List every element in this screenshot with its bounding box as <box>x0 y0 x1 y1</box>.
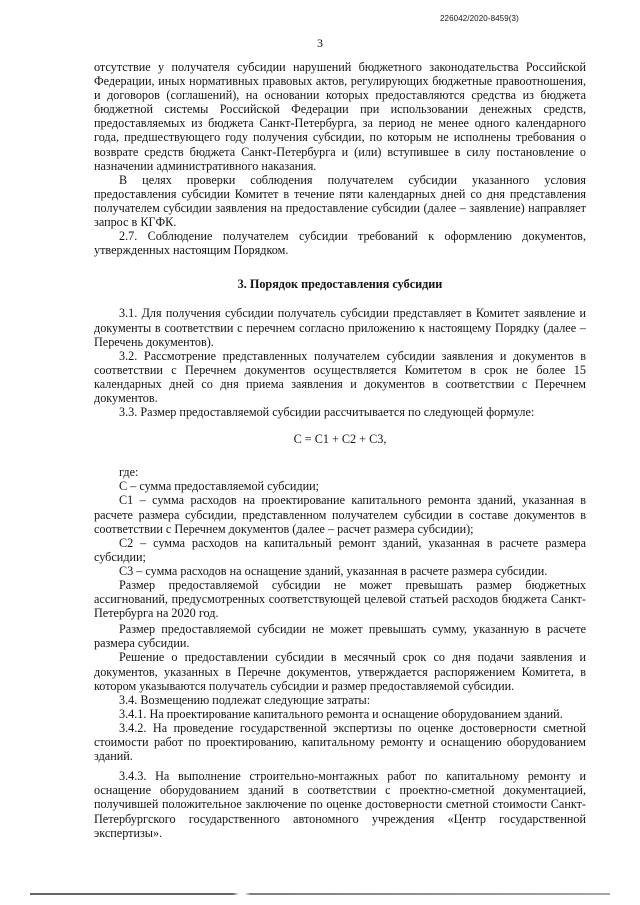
paragraph-decision: Решение о предоставлении субсидии в месячный срок со дня подачи заявления и документов, указанных в Перечне документов, утверждается распоряжением Комитета, в котором указываются получатель субсидии и размер предоставляемой субсидии. <box>94 650 586 693</box>
paragraph-3-4-1: 3.4.1. На проектирование капитального ремонта и оснащение оборудованием зданий. <box>119 706 563 721</box>
paragraph-3-2: 3.2. Рассмотрение представленных получателем субсидии заявления и документов в соответствии с Перечнем документов осуществляется Комитетом в срок не более 15 календарных дней со дня приема заявления и документов в соответствии с Перечнем документов. <box>94 348 586 405</box>
definition-c1: С1 – сумма расходов на проектирование капитального ремонта зданий, указанная в расчете размера субсидии, представленном получателем субсидии в составе документов в соответствии с Перечнем документов (далее – расчет размера субсидии); <box>94 493 586 536</box>
paragraph-3-4: 3.4. Возмещению подлежат следующие затраты: <box>119 692 371 707</box>
paragraph-3-4-2: 3.4.2. На проведение государственной экспертизы по оценке достоверности сметной стоимости работ по проектированию, капитальному ремонту и оснащению оборудованием зданий. <box>94 720 586 764</box>
paragraph-3-3: 3.3. Размер предоставляемой субсидии рассчитывается по следующей формуле: <box>119 405 535 420</box>
paragraph-verification: В целях проверки соблюдения получателем субсидии указанного условия предоставления субсидии Комитет в течение пяти календарных дней со дня представления получателем субсидии заявления на предоставление субсидии (далее – заявление) направляет запрос в КГФК. <box>94 172 586 230</box>
definition-c3: С3 – сумма расходов на оснащение зданий, указанная в расчете размера субсидии. <box>119 563 548 578</box>
document-body <box>94 60 586 840</box>
paragraph-continuation: отсутствие у получателя субсидии нарушений бюджетного законодательства Российской Федерации, иных нормативных правовых актов, регулирующих бюджетные правоотношения, и договоров (соглашений), на основании которых предоставляются средства из бюджета бюджетной системы Российской Федерации при использовании денежных средств, предоставляемых из бюджета Санкт-Петербурга, за период не менее одного календарного года, предшествующего году получения субсидии, по которым не исполнены требования о возврате средств бюджета Санкт-Петербурга и (или) вступившее в силу постановление о назначении административного наказания. <box>94 60 586 173</box>
definition-c: С – сумма предоставляемой субсидии; <box>119 479 320 494</box>
formula-where-label: где: <box>119 465 139 480</box>
paragraph-calc-limit: Размер предоставляемой субсидии не может превышать сумму, указанную в расчете размера субсидии. <box>94 622 586 651</box>
paragraph-2-7: 2.7. Соблюдение получателем субсидии требований к оформлению документов, утвержденных настоящим Порядком. <box>94 229 586 258</box>
paragraph-budget-limit: Размер предоставляемой субсидии не может превышать размер бюджетных ассигнований, предусмотренных соответствующей целевой статьей расходов бюджета Санкт-Петербурга на 2020 год. <box>94 578 586 621</box>
definition-c2: С2 – сумма расходов на капитальный ремонт зданий, указанная в расчете размера субсидии; <box>94 535 586 564</box>
paragraph-3-4-3: 3.4.3. На выполнение строительно-монтажных работ по капитальному ремонту и оснащение оборудованием зданий в соответствии с проектно-сметной документацией, получившей положительное заключение по оценке достоверности сметной стоимости Санкт-Петербургского государственного автономного учреждения «Центр государственной экспертизы». <box>94 769 586 840</box>
page-number: 3 <box>317 36 323 50</box>
section-heading: 3. Порядок предоставления субсидии <box>237 277 443 292</box>
document-registration-number: 226042/2020-8459(3) <box>440 14 519 23</box>
paragraph-3-1: 3.1. Для получения субсидии получатель субсидии представляет в Комитет заявление и документы в соответствии с перечнем согласно приложению к настоящему Порядку (далее – Перечень документов). <box>94 306 586 349</box>
footer-scan-line <box>30 893 610 895</box>
subsidy-formula: С = С1 + С2 + С3, <box>293 432 387 447</box>
